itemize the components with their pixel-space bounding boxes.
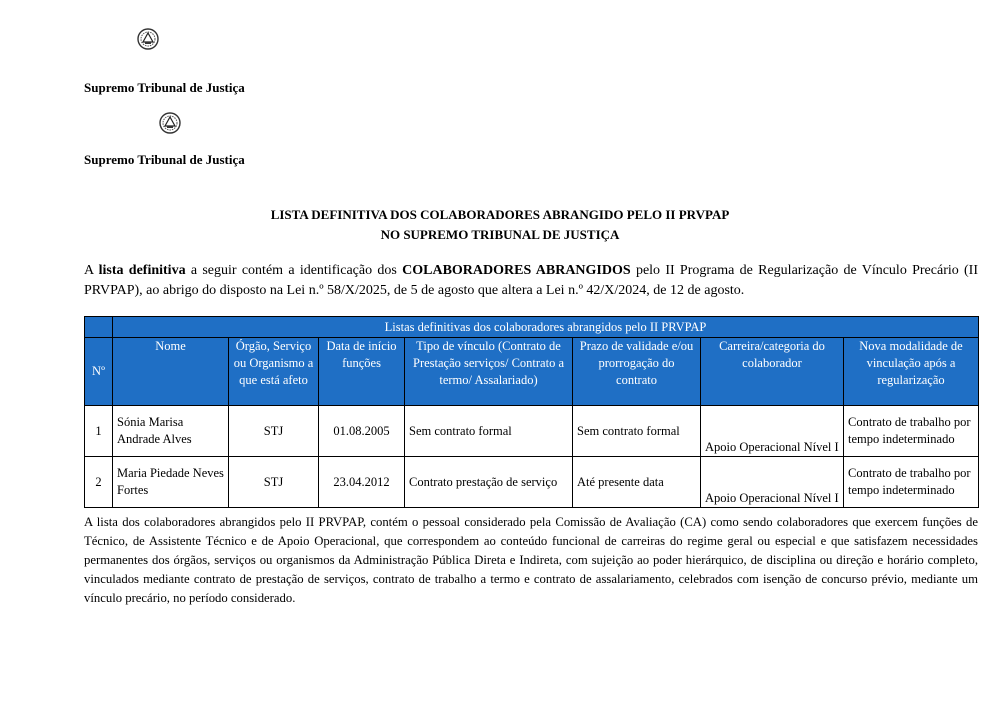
- cell-orgao: STJ: [229, 457, 319, 508]
- cell-nome: Sónia Marisa Andrade Alves: [113, 406, 229, 457]
- cell-prazo: Até presente data: [573, 457, 701, 508]
- court-name-header: Supremo Tribunal de Justiça: [84, 80, 245, 95]
- column-header-modalidade: Nova modalidade de vinculação após a regularização: [844, 338, 979, 406]
- row-number: 1: [85, 406, 113, 457]
- column-header-carreira: Carreira/categoria do colaborador: [701, 338, 844, 406]
- table-corner-cell: [85, 317, 113, 338]
- column-header-tipo: Tipo de vínculo (Contrato de Prestação serviços/ Contrato a termo/ Assalariado): [405, 338, 573, 406]
- intro-paragraph: A lista definitiva a seguir contém a identificação dos COLABORADORES ABRANGIDOS pelo II Programa de Regularização de Vínculo Precário (II PRVPAP), ao abrigo do disposto na Lei n.º 58/X/2025, de 5 de agosto que altera a Lei n.º 42/X/2024, de 12 de agosto.: [84, 263, 979, 298]
- cell-orgao: STJ: [229, 406, 319, 457]
- footnote-paragraph: A lista dos colaboradores abrangidos pelo II PRVPAP, contém o pessoal considerado pela Comissão de Avaliação (CA) como sendo colaboradores que exercem funções de Técnico, de Assistente Técnico e de Apoio Operacional, que correspondem ao conteúdo funcional de carreiras do regime geral ou especial e que satisfazem necessidades permanentes dos órgãos, serviços ou organismos da Administração Pública Direta e Indireta, com sujeição ao poder hierárquico, de disciplina ou direção e horário completo, vinculados mediante contrato de prestação de serviços, contrato de trabalho a termo e contrato de assalariamento, celebrados com isenção de concurso prévio, mediante um vínculo precário, no período considerado.: [84, 515, 978, 605]
- column-header-number: Nº: [85, 338, 113, 406]
- column-header-nome: Nome: [113, 338, 229, 406]
- document-title-line-2: NO SUPREMO TRIBUNAL DE JUSTIÇA: [380, 227, 620, 242]
- table-row: [85, 406, 979, 457]
- table-row: [85, 457, 979, 508]
- collaborators-table: [84, 316, 979, 508]
- cell-carreira: Apoio Operacional Nível I: [701, 406, 844, 457]
- cell-tipo: Sem contrato formal: [405, 406, 573, 457]
- column-header-prazo: Prazo de validade e/ou prorrogação do contrato: [573, 338, 701, 406]
- court-name-header-repeat: Supremo Tribunal de Justiça: [84, 152, 245, 167]
- column-header-data: Data de início funções: [319, 338, 405, 406]
- cell-tipo: Contrato prestação de serviço: [405, 457, 573, 508]
- cell-modalidade: Contrato de trabalho por tempo indeterminado: [844, 406, 979, 457]
- cell-data: 01.08.2005: [319, 406, 405, 457]
- cell-data: 23.04.2012: [319, 457, 405, 508]
- cell-prazo: Sem contrato formal: [573, 406, 701, 457]
- cell-modalidade: Contrato de trabalho por tempo indeterminado: [844, 457, 979, 508]
- national-emblem-icon: [159, 112, 181, 134]
- national-emblem-icon: [137, 28, 159, 50]
- document-title-line-1: LISTA DEFINITIVA DOS COLABORADORES ABRANGIDO PELO II PRVPAP: [270, 207, 730, 222]
- cell-carreira: Apoio Operacional Nível I: [701, 457, 844, 508]
- column-header-orgao: Órgão, Serviço ou Organismo a que está afeto: [229, 338, 319, 406]
- table-caption: Listas definitivas dos colaboradores abrangidos pelo II PRVPAP: [113, 317, 979, 338]
- row-number: 2: [85, 457, 113, 508]
- cell-nome: Maria Piedade Neves Fortes: [113, 457, 229, 508]
